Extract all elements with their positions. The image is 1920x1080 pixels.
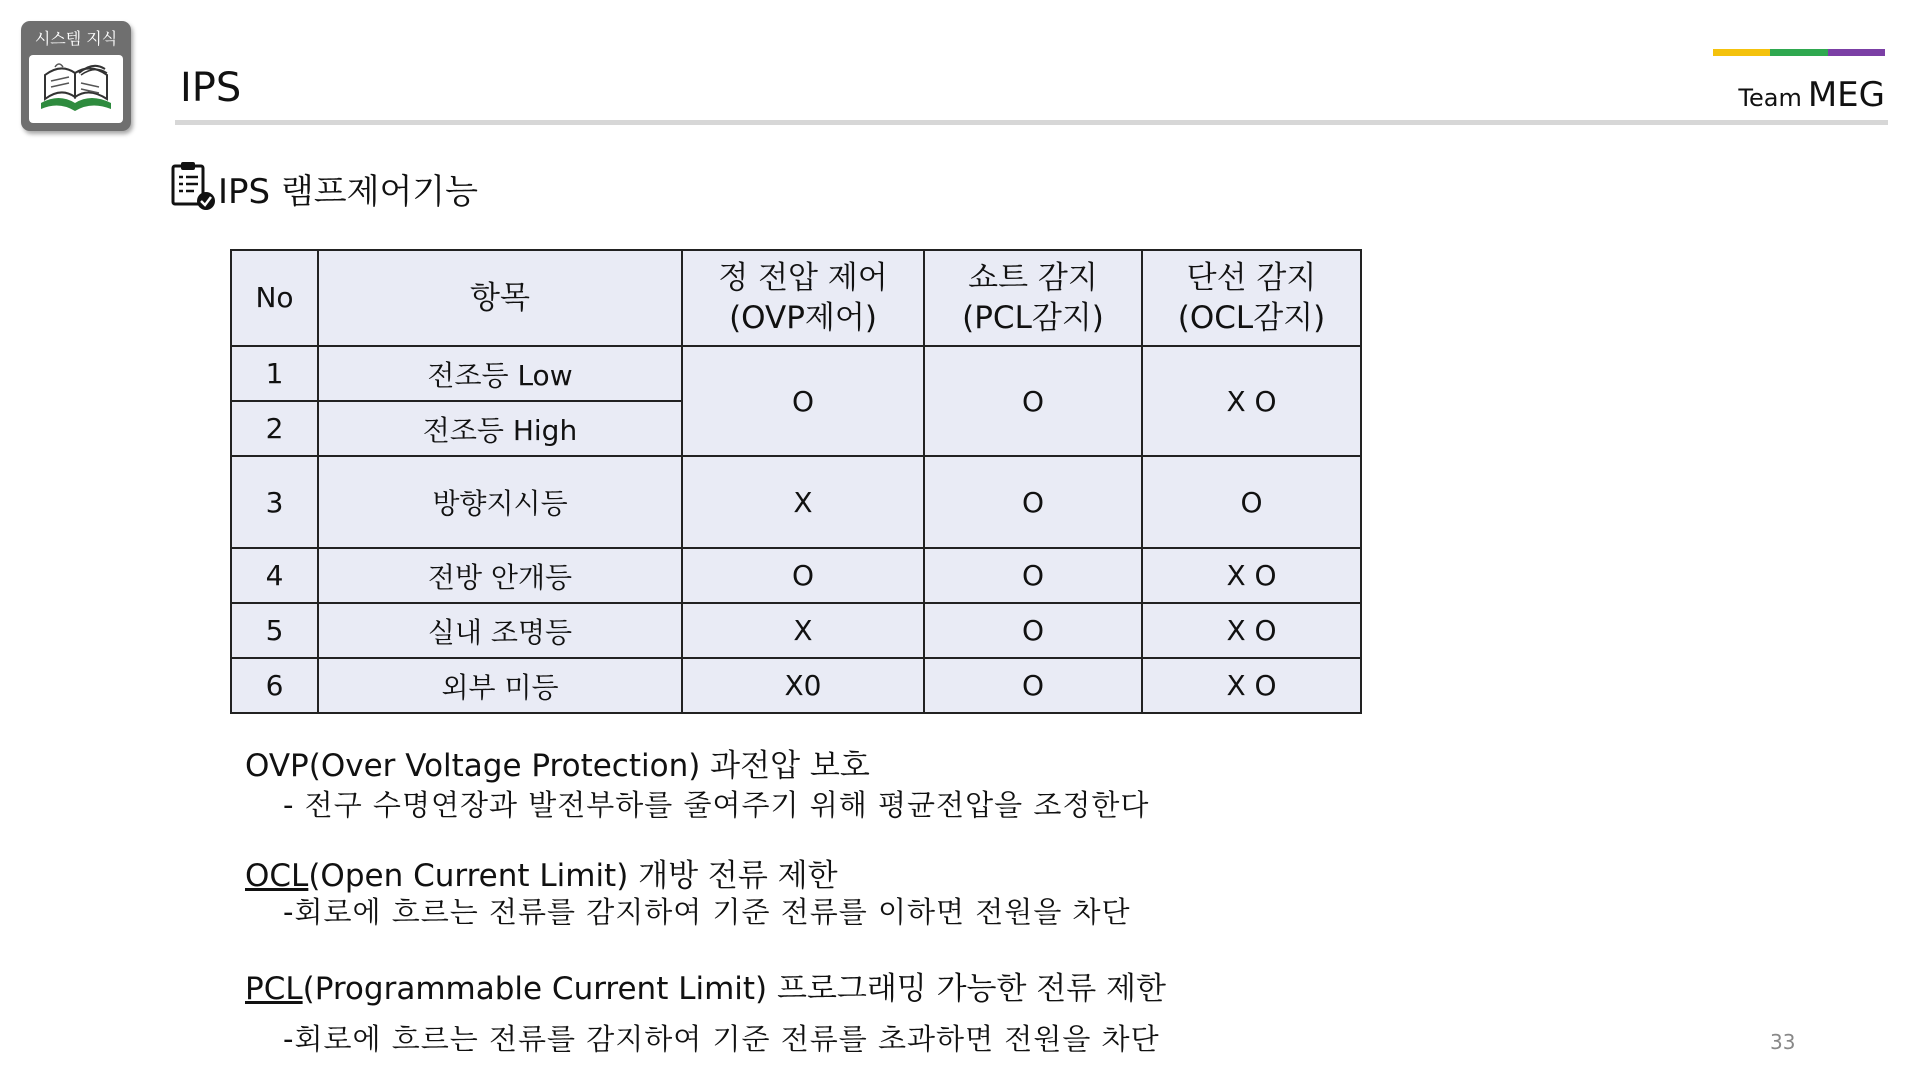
team-label-big: MEG	[1807, 75, 1885, 115]
row-pcl: O	[924, 548, 1142, 603]
header-ocl-line2: (OCL감지)	[1177, 300, 1326, 336]
pcl-title-rest: (Programmable Current Limit) 프로그래밍 가능한 전류 제한	[302, 971, 1166, 1007]
header-pcl-line1: 쇼트 감지	[968, 260, 1098, 296]
ocl-note-desc: -회로에 흐르는 전류를 감지하여 기준 전류를 이하면 전원을 차단	[283, 895, 1131, 929]
row-ovp: O	[682, 548, 924, 603]
row-ovp: O	[682, 346, 924, 456]
pcl-abbr: PCL	[245, 971, 303, 1007]
page-number: 33	[1770, 1030, 1796, 1054]
row-ocl: X O	[1142, 658, 1361, 713]
row-pcl: O	[924, 456, 1142, 548]
header-ocl	[1142, 250, 1361, 346]
header-pcl-line2: (PCL감지)	[962, 300, 1104, 336]
open-book-icon	[29, 55, 123, 123]
row-no: 3	[231, 456, 318, 548]
ocl-abbr: OCL	[245, 858, 309, 894]
row-item: 전조등 High	[318, 401, 682, 456]
row-pcl: O	[924, 658, 1142, 713]
ovp-note-desc: - 전구 수명연장과 발전부하를 줄여주기 위해 평균전압을 조정한다	[283, 788, 1150, 822]
title-divider	[175, 120, 1888, 125]
table-row	[231, 346, 1361, 401]
pcl-note-title	[245, 963, 1166, 1008]
row-item: 외부 미등	[318, 658, 682, 713]
page-title: IPS	[180, 65, 242, 111]
header-pcl	[924, 250, 1142, 346]
ovp-note-title: OVP(Over Voltage Protection) 과전압 보호	[245, 748, 870, 784]
row-ocl: X O	[1142, 603, 1361, 658]
ocl-note-title	[245, 850, 838, 895]
ocl-title-rest: (Open Current Limit) 개방 전류 제한	[308, 858, 838, 894]
row-no: 4	[231, 548, 318, 603]
header-ovp-line1: 정 전압 제어	[718, 260, 888, 296]
badge-label: 시스템 지식	[34, 29, 118, 48]
header-ovp-line2: (OVP제어)	[729, 300, 877, 336]
pcl-note-desc: -회로에 흐르는 전류를 감지하여 기준 전류를 초과하면 전원을 차단	[283, 1022, 1160, 1056]
table-row	[231, 658, 1361, 713]
row-pcl: O	[924, 346, 1142, 456]
table-header-row	[231, 250, 1361, 346]
table-row	[231, 603, 1361, 658]
row-item: 전조등 Low	[318, 346, 682, 401]
team-label	[1738, 75, 1885, 115]
brand-bar-yellow	[1713, 49, 1770, 56]
row-no: 5	[231, 603, 318, 658]
section-title: IPS 램프제어기능	[218, 172, 478, 212]
row-ovp: X	[682, 603, 924, 658]
clipboard-check-icon	[170, 160, 218, 216]
system-knowledge-badge	[21, 21, 131, 131]
row-item: 전방 안개등	[318, 548, 682, 603]
table-row	[231, 456, 1361, 548]
row-no: 1	[231, 346, 318, 401]
row-pcl: O	[924, 603, 1142, 658]
table-row	[231, 548, 1361, 603]
header-ocl-line1: 단선 감지	[1186, 260, 1317, 296]
row-no: 2	[231, 401, 318, 456]
header-ovp	[682, 250, 924, 346]
row-ocl: X O	[1142, 548, 1361, 603]
brand-bar-green	[1770, 49, 1827, 56]
row-no: 6	[231, 658, 318, 713]
row-item: 실내 조명등	[318, 603, 682, 658]
row-item: 방향지시등	[318, 456, 682, 548]
header-item: 항목	[318, 250, 682, 346]
row-ovp: X	[682, 456, 924, 548]
team-label-small: Team	[1738, 84, 1802, 112]
row-ocl: O	[1142, 456, 1361, 548]
header-no: No	[231, 250, 318, 346]
row-ocl: X O	[1142, 346, 1361, 456]
brand-bar-purple	[1828, 49, 1885, 56]
row-ovp: X0	[682, 658, 924, 713]
ips-lamp-control-table	[230, 249, 1362, 714]
brand-color-bar	[1713, 49, 1885, 56]
